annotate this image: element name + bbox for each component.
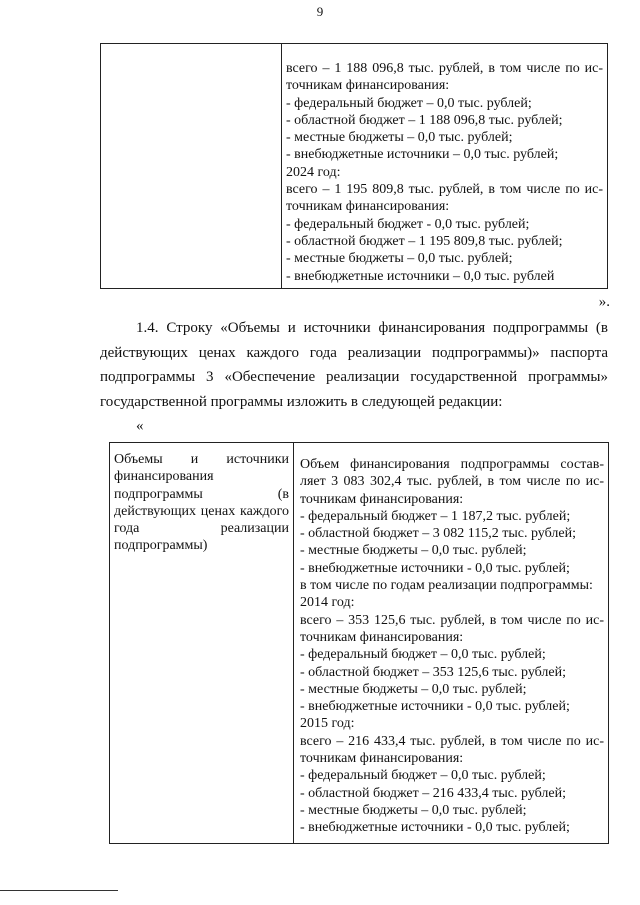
table2-line: - местные бюджеты – 0,0 тыс. рублей; xyxy=(300,802,527,818)
table1-right-cell xyxy=(282,44,608,289)
table2-line: - областной бюджет – 3 082 115,2 тыс. рублей; xyxy=(300,526,576,542)
table2-line: 2015 год: xyxy=(300,716,355,732)
table1-line: - федеральный бюджет - 0,0 тыс. рублей; xyxy=(286,216,530,232)
financing-table-continued xyxy=(100,43,608,289)
table2-line: ляет 3 083 302,4 тыс. рублей, в том числе по ис- xyxy=(300,474,604,490)
table1-line: - местные бюджеты – 0,0 тыс. рублей; xyxy=(286,130,513,146)
table1-line: точникам финансирования: xyxy=(286,199,450,215)
table2-line: - федеральный бюджет – 0,0 тыс. рублей; xyxy=(300,647,546,663)
table2-line: - внебюджетные источники - 0,0 тыс. рублей; xyxy=(300,560,570,576)
financing-table xyxy=(109,442,609,844)
table1-line: всего – 1 188 096,8 тыс. рублей, в том числе по ис- xyxy=(286,61,603,76)
table2-line: - федеральный бюджет – 1 187,2 тыс. рублей; xyxy=(300,508,571,524)
table2-line: точникам финансирования: xyxy=(300,491,464,507)
table1-line: - внебюджетные источники – 0,0 тыс. рублей xyxy=(286,268,555,284)
table2-line: 2014 год: xyxy=(300,595,355,611)
table2-line: Объем финансирования подпрограммы состав- xyxy=(300,457,604,472)
table2-line: - внебюджетные источники - 0,0 тыс. рублей; xyxy=(300,820,570,836)
table2-line: всего – 216 433,4 тыс. рублей, в том числе по ис- xyxy=(300,733,604,749)
table1-line: - федеральный бюджет – 0,0 тыс. рублей; xyxy=(286,95,532,111)
closing-quote: ». xyxy=(598,294,610,310)
opening-quote: « xyxy=(136,418,144,434)
table2-line: всего – 353 125,6 тыс. рублей, в том числе по ис- xyxy=(300,612,604,628)
amendment-paragraph: 1.4. Строку «Объемы и источники финансирования подпрограммы (в действующих ценах каждого года реализации подпрограммы)» паспорта подпрограммы 3 «Обеспечение реализации государственной программы» государственной программы изложить в следующей редакции: xyxy=(100,320,608,410)
table2-line: - областной бюджет – 353 125,6 тыс. рублей; xyxy=(300,664,566,680)
table1-line: точникам финансирования: xyxy=(286,78,450,94)
table2-label-cell: Объемы и источники финансирования подпрограммы (в действующих ценах каждого года реализации подпрограммы) xyxy=(110,443,294,844)
table1-line: всего – 1 195 809,8 тыс. рублей, в том числе по ис- xyxy=(286,182,603,198)
table1-line: - внебюджетные источники – 0,0 тыс. рублей; xyxy=(286,147,559,163)
page-number: 9 xyxy=(316,4,324,19)
table1-line: - областной бюджет – 1 195 809,8 тыс. рублей; xyxy=(286,233,563,249)
table2-line: - местные бюджеты – 0,0 тыс. рублей; xyxy=(300,681,527,697)
footer-rule xyxy=(0,890,118,891)
table2-value-cell xyxy=(294,443,609,844)
table1-line: - местные бюджеты – 0,0 тыс. рублей; xyxy=(286,251,513,267)
table1-line: - областной бюджет – 1 188 096,8 тыс. рублей; xyxy=(286,112,563,128)
table2-line: - федеральный бюджет – 0,0 тыс. рублей; xyxy=(300,768,546,784)
table2-line: точникам финансирования: xyxy=(300,629,464,645)
table1-line: 2024 год: xyxy=(286,164,341,180)
table2-line: точникам финансирования: xyxy=(300,751,464,767)
table2-line: - областной бюджет – 216 433,4 тыс. рублей; xyxy=(300,785,566,801)
table2-line: - местные бюджеты – 0,0 тыс. рублей; xyxy=(300,543,527,559)
table2-line: - внебюджетные источники - 0,0 тыс. рублей; xyxy=(300,699,570,715)
table1-left-cell xyxy=(101,44,282,289)
table2-line: в том числе по годам реализации подпрограммы: xyxy=(300,578,593,594)
